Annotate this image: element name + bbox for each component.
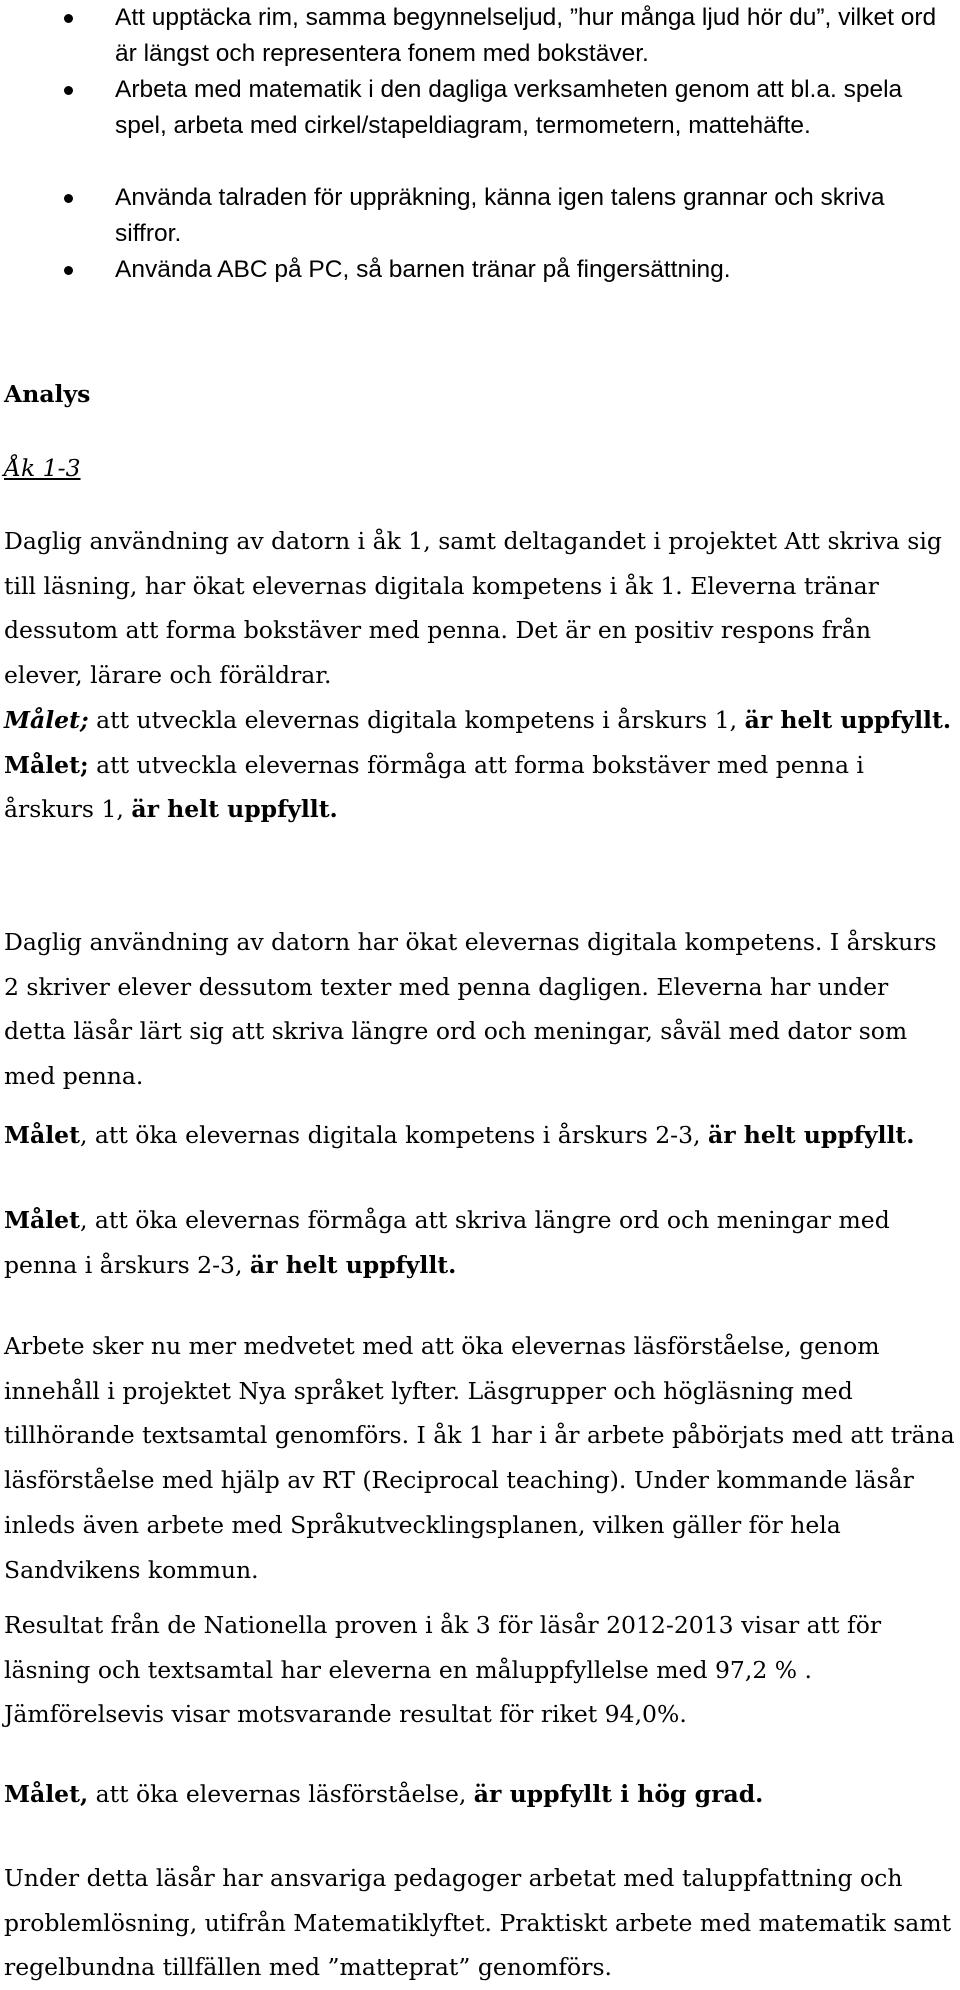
goal-statement	[4, 1113, 956, 1158]
mathematics-paragraph	[4, 1856, 956, 1990]
bullet-item	[115, 252, 955, 288]
analysis-paragraph-grade2	[4, 920, 956, 1099]
goal-text: , att öka elevernas förmåga att skriva längre ord och meningar med penna i årskurs 2-3,	[4, 1206, 890, 1279]
goal-result: är uppfyllt i hög grad.	[473, 1780, 764, 1808]
goal-label: Målet;	[4, 750, 89, 779]
goal-label: Målet;	[4, 705, 89, 734]
goal-result: är helt uppfyllt.	[249, 1250, 457, 1279]
bullet-text: Att upptäcka rim, samma begynnelseljud, ”hur många ljud hör du”, vilket ord är längst och representera fonem med bokstäver.	[115, 4, 937, 67]
paragraph-text: Resultat från de Nationella proven i åk 3 för läsår 2012-2013 visar att för läsning och textsamtal har eleverna en måluppfyllelse med 97,2 % . Jämförelsevis visar motsvarande resultat för riket 94,0%.	[4, 1611, 882, 1729]
goal-text: att utveckla elevernas digitala kompetens i årskurs 1,	[88, 705, 745, 734]
reading-comprehension-paragraph	[4, 1324, 956, 1592]
bullet-dot-icon	[64, 266, 73, 275]
national-test-results-paragraph	[4, 1603, 956, 1737]
bullet-item	[115, 0, 955, 72]
paragraph-text: Under detta läsår har ansvariga pedagoger arbetat med taluppfattning och problemlösning, utifrån Matematiklyftet. Praktiskt arbete med matematik samt regelbundna tillfällen med ”matteprat” genomförs.	[4, 1864, 952, 1982]
paragraph-text: Daglig användning av datorn i åk 1, samt deltagandet i projektet Att skriva sig till läsning, har ökat elevernas digitala kompetens i åk 1. Eleverna tränar dessutom att forma bokstäver med penna. Det är en positiv respons från elever, lärare och föräldrar.	[4, 527, 942, 690]
goal-label: Målet,	[4, 1780, 89, 1808]
goal-text: att utveckla elevernas förmåga att forma bokstäver med penna i årskurs 1,	[4, 750, 864, 824]
bullet-text: Använda ABC på PC, så barnen tränar på fingersättning.	[115, 256, 731, 283]
goal-statement	[4, 1772, 956, 1817]
grade-subheading-text: Åk 1-3	[4, 454, 81, 482]
bullet-dot-icon	[64, 86, 73, 95]
goal-result: är helt uppfyllt.	[131, 795, 338, 824]
bullet-item	[115, 72, 955, 144]
goal-label: Målet	[4, 1206, 80, 1234]
bullet-text: Använda talraden för uppräkning, känna igen talens grannar och skriva siffror.	[115, 184, 885, 247]
goal-text: , att öka elevernas digitala kompetens i årskurs 2-3,	[79, 1121, 709, 1149]
section-heading: Analys	[4, 380, 91, 408]
bullet-item	[115, 180, 955, 252]
bullet-dot-icon	[64, 194, 73, 203]
goal-result: är helt uppfyllt.	[744, 705, 952, 734]
goal-statement	[4, 1198, 956, 1287]
goal-text: att öka elevernas läsförståelse,	[88, 1780, 474, 1808]
bullet-text: Arbeta med matematik i den dagliga verksamheten genom att bl.a. spela spel, arbeta med cirkel/stapeldiagram, termometern, mattehäfte.	[115, 76, 903, 139]
goal-label: Målet	[4, 1121, 80, 1149]
paragraph-text: Arbete sker nu mer medvetet med att öka elevernas läsförståelse, genom innehåll i projektet Nya språket lyfter. Läsgrupper och högläsning med tillhörande textsamtal genomförs. I åk 1 har i år arbete påbörjats med att träna läsförståelse med hjälp av RT (Reciprocal teaching). Under kommande läsår inleds även arbete med Språkutvecklingsplanen, vilken gäller för hela Sandvikens kommun.	[4, 1332, 955, 1584]
grade-subheading	[4, 446, 956, 491]
goal-result: är helt uppfyllt.	[708, 1121, 915, 1149]
paragraph-text: Daglig användning av datorn har ökat elevernas digitala kompetens. I årskurs 2 skriver elever dessutom texter med penna dagligen. Eleverna har under detta läsår lärt sig att skriva längre ord och meningar, såväl med dator som med penna.	[4, 928, 937, 1091]
bullet-dot-icon	[64, 14, 73, 23]
analysis-paragraph-grade1	[4, 519, 956, 832]
